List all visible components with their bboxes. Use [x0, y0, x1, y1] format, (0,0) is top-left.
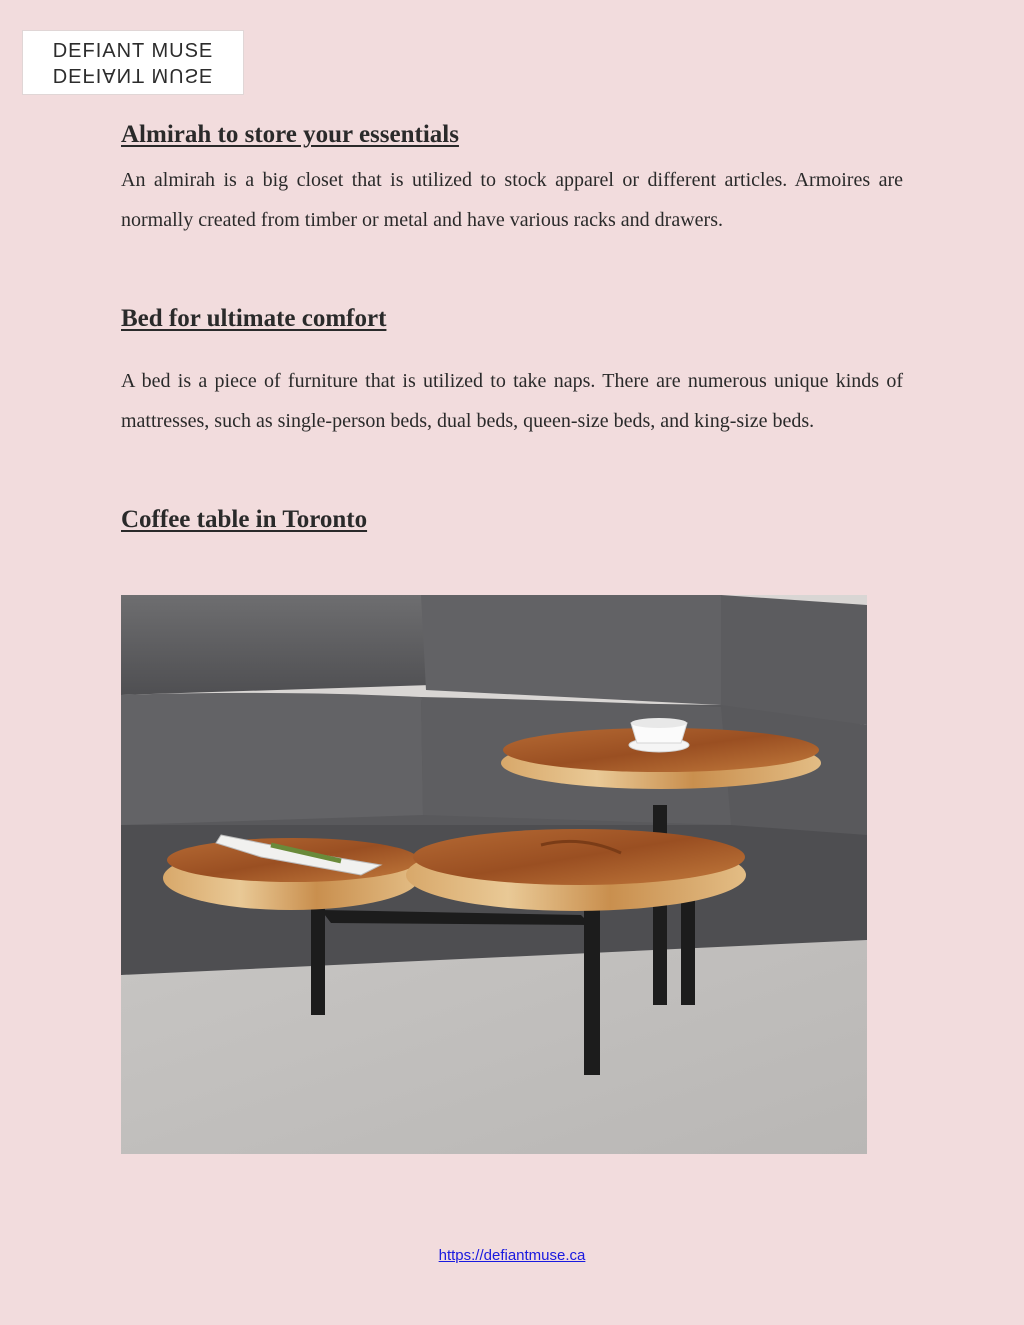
paragraph-bed: A bed is a piece of furniture that is utilized to take naps. There are numerous unique kinds of mattresses, such as single-person beds, dual beds, queen-size beds, and king-size beds. — [121, 370, 903, 432]
heading-coffee-table: Coffee table in Toronto — [121, 506, 368, 533]
brand-logo — [22, 30, 244, 95]
website-link[interactable]: https://defiantmuse.ca — [438, 1247, 586, 1264]
coffee-table-photo — [121, 595, 867, 1154]
heading-bed: Bed for ultimate comfort — [121, 305, 387, 332]
logo-wordmark: DEFIANT MUSE — [52, 39, 214, 62]
footer — [0, 1247, 1024, 1264]
logo-wordmark-mirrored: DEFIANT MUSE — [52, 63, 214, 86]
heading-almirah: Almirah to store your essentials — [121, 121, 459, 148]
paragraph-almirah: An almirah is a big closet that is utilized to stock apparel or different articles. Armoires are normally created from timber or metal and have various racks and drawers. — [121, 169, 903, 231]
